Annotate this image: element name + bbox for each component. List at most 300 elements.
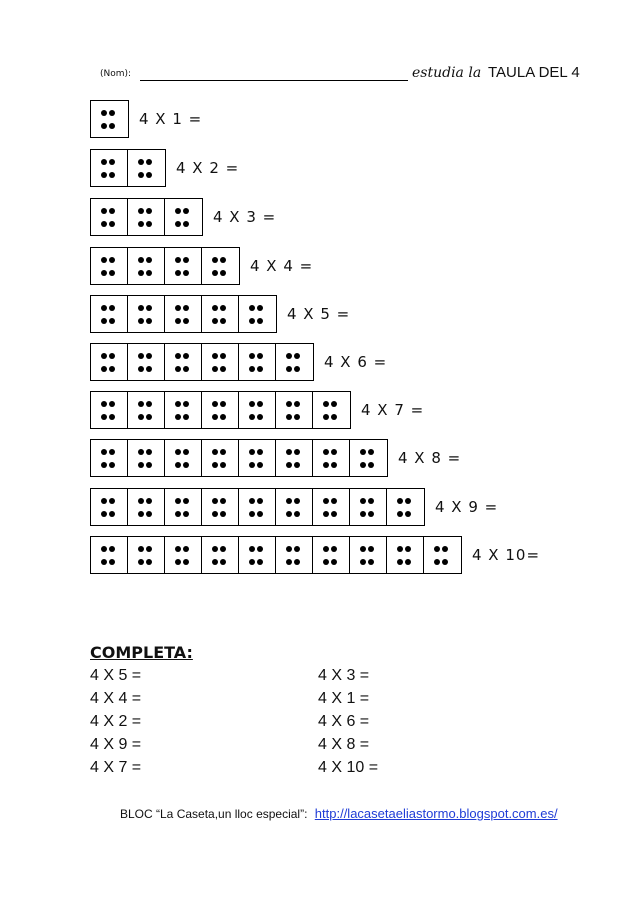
multiplication-row — [90, 439, 461, 477]
four-dots-box — [276, 344, 313, 380]
dot — [101, 498, 107, 504]
dot — [101, 270, 107, 276]
dot — [109, 305, 115, 311]
dot — [249, 318, 255, 324]
dot — [138, 318, 144, 324]
dot — [286, 366, 292, 372]
dot — [138, 172, 144, 178]
dot — [146, 449, 152, 455]
dot — [249, 462, 255, 468]
name-line — [140, 80, 408, 81]
four-dots-box — [165, 440, 202, 476]
dot — [286, 353, 292, 359]
dot — [323, 449, 329, 455]
dot — [138, 546, 144, 552]
dot — [183, 449, 189, 455]
multiplication-row — [90, 100, 202, 138]
studia-text: estudia la — [412, 65, 482, 81]
four-dots-box — [165, 296, 202, 332]
dot — [212, 414, 218, 420]
dot — [109, 546, 115, 552]
dot — [138, 559, 144, 565]
dot — [183, 208, 189, 214]
dot — [220, 414, 226, 420]
dot — [286, 498, 292, 504]
dot — [294, 366, 300, 372]
footer — [120, 806, 558, 821]
dot — [360, 449, 366, 455]
dot — [146, 208, 152, 214]
dice-group — [90, 391, 351, 429]
dot — [146, 159, 152, 165]
dot — [331, 546, 337, 552]
dot — [257, 401, 263, 407]
dot — [220, 498, 226, 504]
four-dots-box — [91, 344, 128, 380]
four-dots-box — [313, 392, 350, 428]
dot — [109, 353, 115, 359]
dot — [405, 559, 411, 565]
four-dots-box — [165, 248, 202, 284]
dot — [257, 414, 263, 420]
dot — [146, 172, 152, 178]
dot — [294, 546, 300, 552]
dot — [146, 462, 152, 468]
dot — [249, 559, 255, 565]
dot — [101, 414, 107, 420]
exercise-item: 4 X 1 = — [318, 690, 370, 707]
four-dots-box — [91, 537, 128, 573]
equation-label: 4 X 4 = — [250, 257, 314, 275]
dot — [183, 511, 189, 517]
dot — [109, 221, 115, 227]
multiplication-row — [90, 488, 498, 526]
dot — [109, 401, 115, 407]
dot — [183, 257, 189, 263]
equation-label: 4 X 2 = — [176, 159, 240, 177]
dot — [183, 559, 189, 565]
dot — [360, 559, 366, 565]
dot — [220, 318, 226, 324]
four-dots-box — [91, 199, 128, 235]
dot — [183, 353, 189, 359]
dot — [175, 270, 181, 276]
dice-group — [90, 343, 314, 381]
dot — [109, 462, 115, 468]
four-dots-box — [91, 248, 128, 284]
dot — [175, 318, 181, 324]
dot — [368, 449, 374, 455]
dot — [101, 172, 107, 178]
dice-group — [90, 198, 203, 236]
four-dots-box — [91, 296, 128, 332]
dot — [249, 498, 255, 504]
dot — [175, 401, 181, 407]
dot — [397, 498, 403, 504]
dot — [109, 498, 115, 504]
dot — [323, 462, 329, 468]
dot — [175, 366, 181, 372]
dot — [212, 511, 218, 517]
multiplication-row — [90, 149, 239, 187]
exercise-item: 4 X 9 = — [90, 736, 142, 753]
equation-label: 4 X 5 = — [287, 305, 351, 323]
dot — [175, 414, 181, 420]
dot — [138, 462, 144, 468]
dice-group — [90, 488, 425, 526]
dot — [294, 498, 300, 504]
four-dots-box — [239, 344, 276, 380]
multiplication-row — [90, 391, 424, 429]
dot — [286, 511, 292, 517]
dot — [138, 511, 144, 517]
four-dots-box — [128, 150, 165, 186]
dot — [257, 366, 263, 372]
four-dots-box — [128, 199, 165, 235]
dot — [138, 401, 144, 407]
dot — [249, 366, 255, 372]
dot — [146, 305, 152, 311]
four-dots-box — [91, 150, 128, 186]
dot — [323, 546, 329, 552]
four-dots-box — [165, 489, 202, 525]
dot — [138, 208, 144, 214]
dot — [146, 366, 152, 372]
dot — [175, 498, 181, 504]
dot — [101, 401, 107, 407]
dot — [331, 462, 337, 468]
dot — [146, 546, 152, 552]
dot — [286, 414, 292, 420]
dot — [212, 401, 218, 407]
four-dots-box — [128, 440, 165, 476]
dot — [286, 449, 292, 455]
dot — [257, 318, 263, 324]
dot — [257, 462, 263, 468]
four-dots-box — [239, 537, 276, 573]
dot — [249, 511, 255, 517]
four-dots-box — [313, 440, 350, 476]
dot — [257, 559, 263, 565]
dot — [138, 305, 144, 311]
dot — [175, 546, 181, 552]
dot — [405, 511, 411, 517]
multiplication-row — [90, 247, 313, 285]
dot — [101, 159, 107, 165]
dot — [146, 498, 152, 504]
dot — [138, 366, 144, 372]
dot — [138, 159, 144, 165]
dot — [331, 449, 337, 455]
dot — [101, 462, 107, 468]
dot — [249, 546, 255, 552]
dot — [146, 353, 152, 359]
four-dots-box — [128, 248, 165, 284]
dot — [257, 305, 263, 311]
four-dots-box — [128, 392, 165, 428]
dot — [434, 546, 440, 552]
dot — [138, 221, 144, 227]
dot — [294, 559, 300, 565]
dot — [360, 511, 366, 517]
equation-label: 4 X 1 = — [139, 110, 203, 128]
dot — [109, 366, 115, 372]
dot — [146, 221, 152, 227]
dot — [405, 546, 411, 552]
dot — [138, 498, 144, 504]
dot — [146, 401, 152, 407]
dot — [183, 414, 189, 420]
equation-label: 4 X 8 = — [398, 449, 462, 467]
dot — [109, 257, 115, 263]
dot — [138, 257, 144, 263]
dice-group — [90, 100, 129, 138]
dot — [294, 511, 300, 517]
equation-label: 4 X 7 = — [361, 401, 425, 419]
dot — [212, 449, 218, 455]
dot — [175, 511, 181, 517]
four-dots-box — [128, 537, 165, 573]
dot — [442, 559, 448, 565]
dot — [109, 270, 115, 276]
dot — [331, 559, 337, 565]
dot — [323, 559, 329, 565]
dot — [368, 498, 374, 504]
completa-title: COMPLETA: — [90, 643, 193, 662]
dot — [331, 511, 337, 517]
dot — [183, 462, 189, 468]
dot — [146, 270, 152, 276]
dot — [368, 511, 374, 517]
dot — [212, 462, 218, 468]
dot — [323, 401, 329, 407]
dot — [220, 257, 226, 263]
exercise-item: 4 X 10 = — [318, 759, 379, 776]
dot — [183, 366, 189, 372]
dot — [101, 318, 107, 324]
dot — [175, 208, 181, 214]
multiplication-row — [90, 343, 387, 381]
footer-link[interactable]: http://lacasetaeliastormo.blogspot.com.es/ — [314, 806, 558, 821]
dot — [331, 401, 337, 407]
dot — [101, 353, 107, 359]
dot — [101, 546, 107, 552]
four-dots-box — [239, 296, 276, 332]
dot — [146, 511, 152, 517]
dot — [212, 257, 218, 263]
dot — [220, 366, 226, 372]
dot — [323, 498, 329, 504]
dot — [183, 270, 189, 276]
four-dots-box — [239, 440, 276, 476]
exercise-item: 4 X 8 = — [318, 736, 370, 753]
dot — [212, 559, 218, 565]
equation-label: 4 X 10= — [472, 546, 541, 564]
dot — [294, 462, 300, 468]
dot — [220, 449, 226, 455]
multiplication-row — [90, 198, 276, 236]
four-dots-box — [202, 489, 239, 525]
dot — [101, 208, 107, 214]
four-dots-box — [350, 489, 387, 525]
dot — [109, 449, 115, 455]
dot — [109, 414, 115, 420]
equation-label: 4 X 9 = — [435, 498, 499, 516]
four-dots-box — [128, 344, 165, 380]
dot — [220, 401, 226, 407]
dot — [101, 305, 107, 311]
dot — [220, 511, 226, 517]
worksheet-header — [100, 60, 580, 90]
exercise-item: 4 X 4 = — [90, 690, 142, 707]
dot — [212, 546, 218, 552]
four-dots-box — [202, 248, 239, 284]
dot — [360, 498, 366, 504]
dot — [183, 498, 189, 504]
dot — [331, 498, 337, 504]
dot — [109, 123, 115, 129]
dot — [175, 221, 181, 227]
exercise-item: 4 X 2 = — [90, 713, 142, 730]
dot — [109, 559, 115, 565]
dot — [249, 305, 255, 311]
dot — [360, 546, 366, 552]
dot — [397, 559, 403, 565]
dot — [249, 449, 255, 455]
dice-group — [90, 149, 166, 187]
dot — [138, 270, 144, 276]
dot — [257, 498, 263, 504]
dot — [212, 270, 218, 276]
dot — [101, 559, 107, 565]
dot — [220, 353, 226, 359]
dot — [294, 414, 300, 420]
dot — [183, 546, 189, 552]
dot — [257, 449, 263, 455]
equation-label: 4 X 3 = — [213, 208, 277, 226]
dot — [323, 511, 329, 517]
dice-group — [90, 247, 240, 285]
four-dots-box — [387, 537, 424, 573]
dot — [175, 257, 181, 263]
dot — [294, 353, 300, 359]
four-dots-box — [91, 101, 128, 137]
dot — [101, 366, 107, 372]
dot — [249, 414, 255, 420]
four-dots-box — [165, 537, 202, 573]
four-dots-box — [387, 489, 424, 525]
four-dots-box — [276, 440, 313, 476]
four-dots-box — [165, 392, 202, 428]
dot — [146, 414, 152, 420]
dot — [101, 221, 107, 227]
dot — [101, 123, 107, 129]
dot — [138, 414, 144, 420]
multiplication-row — [90, 536, 540, 574]
multiplication-row — [90, 295, 350, 333]
dot — [212, 498, 218, 504]
dot — [257, 511, 263, 517]
dot — [212, 305, 218, 311]
dot — [249, 353, 255, 359]
dot — [220, 546, 226, 552]
dot — [257, 546, 263, 552]
dot — [101, 110, 107, 116]
dot — [146, 318, 152, 324]
dot — [109, 208, 115, 214]
four-dots-box — [128, 489, 165, 525]
exercise-item: 4 X 7 = — [90, 759, 142, 776]
name-label: (Nom): — [100, 69, 132, 79]
dot — [101, 511, 107, 517]
four-dots-box — [202, 296, 239, 332]
four-dots-box — [128, 296, 165, 332]
dot — [397, 511, 403, 517]
dot — [397, 546, 403, 552]
dot — [360, 462, 366, 468]
dot — [294, 401, 300, 407]
worksheet-title: TAULA DEL 4 — [488, 64, 580, 81]
dot — [175, 462, 181, 468]
dot — [212, 353, 218, 359]
dot — [220, 462, 226, 468]
four-dots-box — [313, 537, 350, 573]
dot — [109, 110, 115, 116]
four-dots-box — [202, 392, 239, 428]
dot — [249, 401, 255, 407]
equation-label: 4 X 6 = — [324, 353, 388, 371]
four-dots-box — [165, 344, 202, 380]
dot — [368, 559, 374, 565]
dot — [286, 401, 292, 407]
four-dots-box — [424, 537, 461, 573]
dot — [175, 353, 181, 359]
dice-group — [90, 439, 388, 477]
four-dots-box — [91, 392, 128, 428]
dot — [175, 449, 181, 455]
dot — [323, 414, 329, 420]
dot — [257, 353, 263, 359]
four-dots-box — [202, 344, 239, 380]
dot — [286, 559, 292, 565]
dice-group — [90, 295, 277, 333]
exercise-item: 4 X 3 = — [318, 667, 370, 684]
four-dots-box — [239, 489, 276, 525]
dot — [286, 462, 292, 468]
dot — [368, 546, 374, 552]
dot — [183, 305, 189, 311]
dot — [109, 318, 115, 324]
four-dots-box — [165, 199, 202, 235]
four-dots-box — [350, 537, 387, 573]
footer-text: BLOC “La Caseta,un lloc especial”: — [120, 807, 308, 821]
four-dots-box — [276, 392, 313, 428]
exercise-item: 4 X 5 = — [90, 667, 142, 684]
dot — [331, 414, 337, 420]
dot — [183, 401, 189, 407]
dot — [220, 270, 226, 276]
four-dots-box — [91, 489, 128, 525]
dot — [434, 559, 440, 565]
dot — [138, 353, 144, 359]
dot — [220, 305, 226, 311]
dot — [183, 221, 189, 227]
four-dots-box — [276, 537, 313, 573]
dot — [294, 449, 300, 455]
dot — [101, 449, 107, 455]
four-dots-box — [91, 440, 128, 476]
dot — [220, 559, 226, 565]
